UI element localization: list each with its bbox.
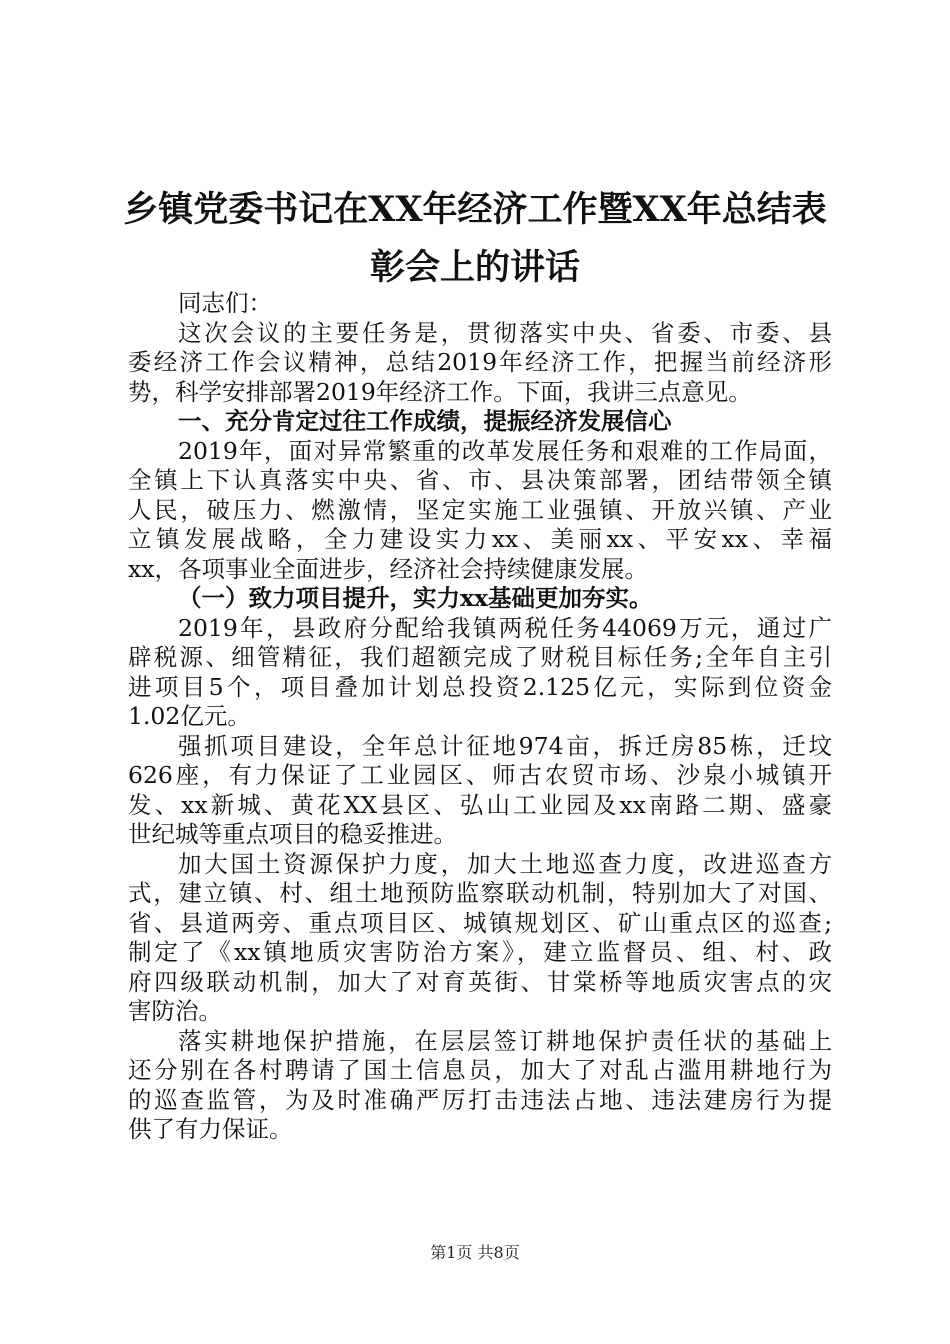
paragraph-line: 世纪城等重点项目的稳妥推进。 [128,820,457,848]
document-title-line-2: 彰会上的讲话 [369,247,580,288]
paragraph-line: 1.02亿元。 [128,702,251,730]
paragraph-line: 这次会议的主要任务是，贯彻落实中央、省委、市委、县 [178,318,832,347]
paragraph-line: 立镇发展战略，全力建设实力xx、美丽xx、平安xx、幸福 [128,525,832,553]
section-heading: 一、充分肯定过往工作成绩，提振经济发展信心 [178,407,672,435]
paragraph-line: 2019年，县政府分配给我镇两税任务44069万元，通过广 [178,613,832,642]
paragraph-line: 落实耕地保护措施，在层层签订耕地保护责任状的基础上 [178,1026,832,1055]
paragraph-line: 势，科学安排部署2019年经济工作。下面，我讲三点意见。 [128,377,752,406]
paragraph-line: 害防治。 [128,997,222,1025]
paragraph-line: 省、县道两旁、重点项目区、城镇规划区、矿山重点区的巡查; [128,908,832,937]
paragraph-line: 式，建立镇、村、组土地预防监察联动机制，特别加大了对国、 [128,879,832,907]
paragraph-line: 的巡查监管，为及时准确严厉打击违法占地、违法建房行为提 [128,1085,832,1114]
paragraph-line: 强抓项目建设，全年总计征地974亩，拆迁房85栋，迁坟 [178,731,832,760]
paragraph-line: 辟税源、细管精征，我们超额完成了财税目标任务;全年自主引 [128,643,832,671]
paragraph-line: 还分别在各村聘请了国土信息员，加大了对乱占滥用耕地行为 [128,1056,832,1084]
paragraph-line: xx，各项事业全面进步，经济社会持续健康发展。 [128,554,649,583]
paragraph-line: 供了有力保证。 [128,1115,293,1143]
salutation: 同志们： [178,289,272,317]
paragraph-line: 委经济工作会议精神，总结2019年经济工作，把握当前经济形 [128,348,832,376]
subsection-heading: （一）致力项目提升，实力xx基础更加夯实。 [178,584,653,612]
page-number-footer: 第1页 共8页 [430,1243,520,1262]
document-title-line-1: 乡镇党委书记在XX年经济工作暨XX年总结表 [123,189,827,230]
paragraph-line: 发、xx新城、黄花XX县区、弘山工业园及xx南路二期、盛豪 [128,790,832,819]
paragraph-line: 2019年，面对异常繁重的改革发展任务和艰难的工作局面， [178,436,832,465]
paragraph-line: 人民，破压力、燃激情，坚定实施工业强镇、开放兴镇、产业 [128,495,832,524]
paragraph-line: 全镇上下认真落实中央、省、市、县决策部署，团结带领全镇 [128,466,832,494]
paragraph-line: 制定了《xx镇地质灾害防治方案》，建立监督员、组、村、政 [128,938,832,966]
document-body [128,289,832,1145]
paragraph-line: 进项目5个，项目叠加计划总投资2.125亿元，实际到位资金 [128,672,832,701]
paragraph-line: 626座，有力保证了工业园区、师古农贸市场、沙泉小城镇开 [128,761,832,789]
paragraph-line: 加大国土资源保护力度，加大土地巡查力度，改进巡查方 [178,849,832,878]
paragraph-line: 府四级联动机制，加大了对育英街、甘棠桥等地质灾害点的灾 [128,967,832,996]
